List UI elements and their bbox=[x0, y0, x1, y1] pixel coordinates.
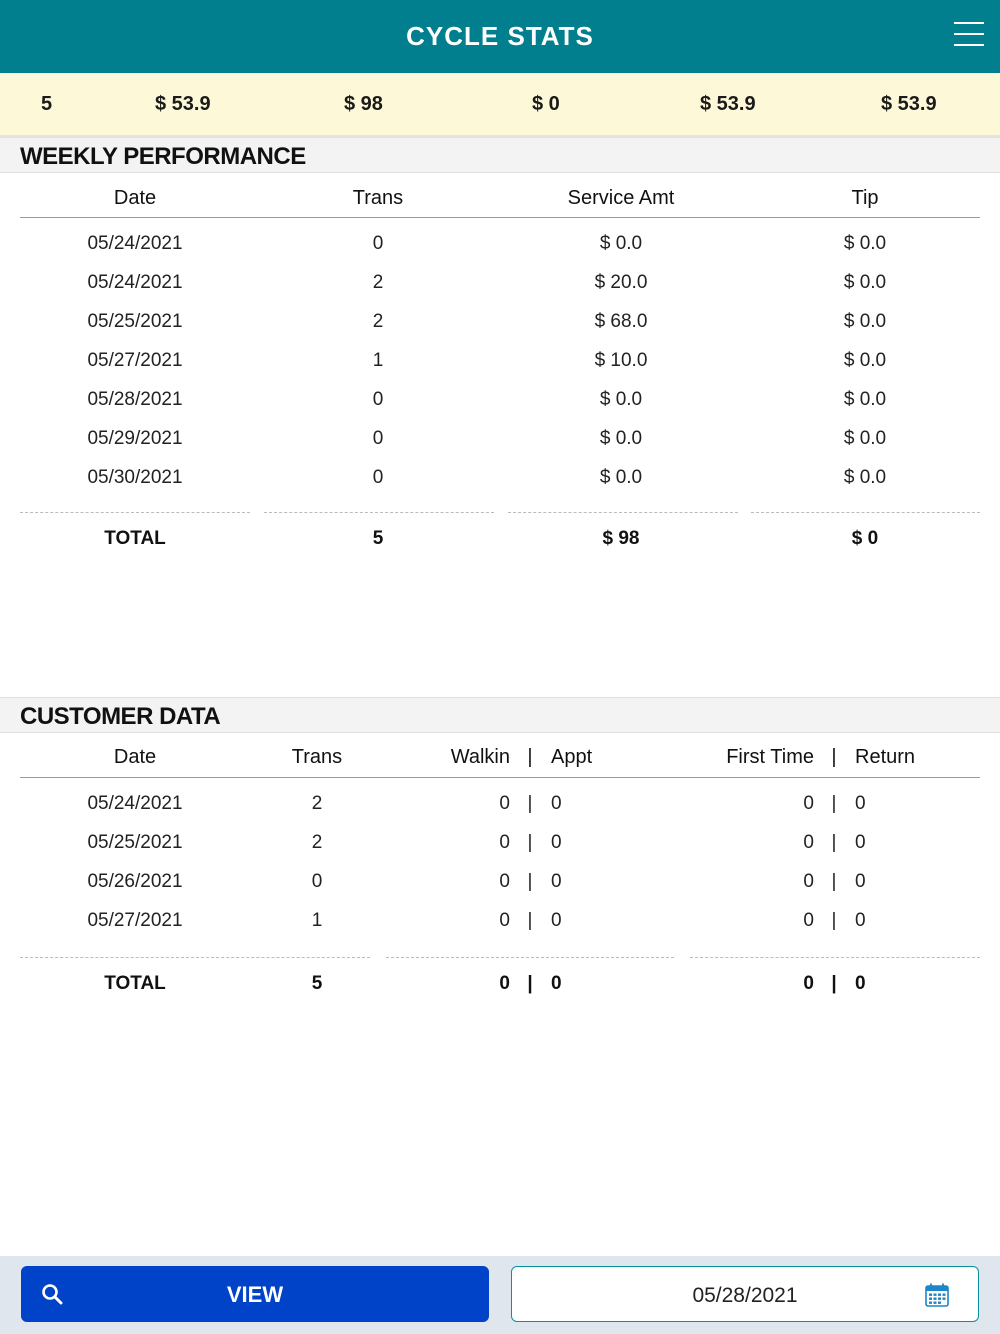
column-separator: | bbox=[527, 832, 533, 853]
bottom-toolbar bbox=[0, 1256, 1000, 1334]
cell-appt: 0 bbox=[551, 973, 562, 994]
cell-trans: 2 bbox=[372, 311, 384, 332]
cell-trans: 1 bbox=[311, 910, 323, 931]
summary-value-5: $ 53.9 bbox=[700, 93, 756, 115]
cell-trans: 2 bbox=[311, 832, 323, 853]
cell-appt: 0 bbox=[551, 832, 562, 853]
summary-transactions: 5 bbox=[41, 93, 53, 115]
column-separator: | bbox=[831, 910, 837, 931]
table-row bbox=[0, 389, 1000, 419]
cell-return: 0 bbox=[855, 832, 866, 853]
cell-date: 05/27/2021 bbox=[87, 350, 183, 371]
calendar-icon[interactable] bbox=[924, 1282, 950, 1308]
cell-tip: $ 0.0 bbox=[843, 389, 887, 410]
cell-trans: 2 bbox=[311, 793, 323, 814]
cell-tip: $ 0.0 bbox=[843, 311, 887, 332]
cell-date: 05/24/2021 bbox=[87, 272, 183, 293]
header-divider bbox=[20, 777, 980, 778]
column-separator: | bbox=[831, 871, 837, 892]
cell-tip: $ 0.0 bbox=[843, 233, 887, 254]
cell-date: 05/28/2021 bbox=[87, 389, 183, 410]
cell-date: 05/24/2021 bbox=[87, 793, 183, 814]
cell-date: 05/26/2021 bbox=[87, 871, 183, 892]
cell-trans: 5 bbox=[311, 973, 323, 994]
cell-date: 05/27/2021 bbox=[87, 910, 183, 931]
cell-first-time: 0 bbox=[803, 793, 814, 814]
total-divider bbox=[20, 957, 370, 958]
column-header-walkin: Walkin bbox=[450, 746, 510, 768]
view-button[interactable] bbox=[21, 1266, 489, 1322]
cell-date: TOTAL bbox=[104, 973, 166, 994]
column-separator: | bbox=[831, 793, 837, 814]
summary-value-6: $ 53.9 bbox=[881, 93, 937, 115]
column-separator: | bbox=[527, 746, 533, 768]
cell-return: 0 bbox=[855, 910, 866, 931]
cell-service-amt: $ 68.0 bbox=[594, 311, 648, 332]
cell-date: 05/24/2021 bbox=[87, 233, 183, 254]
column-header-service-amt: Service Amt bbox=[567, 187, 675, 209]
table-row bbox=[0, 467, 1000, 497]
cell-service-amt: $ 0.0 bbox=[599, 467, 643, 488]
cell-date: 05/30/2021 bbox=[87, 467, 183, 488]
table-row bbox=[0, 311, 1000, 341]
column-separator: | bbox=[831, 746, 837, 768]
cell-return: 0 bbox=[855, 793, 866, 814]
total-trans: 5 bbox=[372, 528, 384, 549]
cell-trans: 0 bbox=[372, 467, 384, 488]
cell-appt: 0 bbox=[551, 871, 562, 892]
column-header-date: Date bbox=[113, 746, 157, 768]
cell-date: 05/25/2021 bbox=[87, 311, 183, 332]
table-row bbox=[0, 871, 1000, 901]
total-divider bbox=[20, 512, 250, 513]
cell-appt: 0 bbox=[551, 793, 562, 814]
cell-service-amt: $ 10.0 bbox=[594, 350, 648, 371]
cell-service-amt: $ 20.0 bbox=[594, 272, 648, 293]
total-label: TOTAL bbox=[104, 528, 166, 549]
cell-service-amt: $ 0.0 bbox=[599, 233, 643, 254]
date-value: 05/28/2021 bbox=[692, 1284, 798, 1307]
column-header-trans: Trans bbox=[291, 746, 343, 768]
app-header bbox=[0, 0, 1000, 73]
total-service-amt: $ 98 bbox=[602, 528, 640, 549]
cell-walkin: 0 bbox=[499, 793, 510, 814]
cell-return: 0 bbox=[855, 973, 866, 994]
cell-tip: $ 0.0 bbox=[843, 350, 887, 371]
cell-appt: 0 bbox=[551, 910, 562, 931]
total-divider bbox=[751, 512, 980, 513]
summary-value-2: $ 53.9 bbox=[155, 93, 211, 115]
table-row bbox=[0, 428, 1000, 458]
cell-trans: 0 bbox=[372, 428, 384, 449]
column-header-first-time: First Time bbox=[726, 746, 814, 768]
summary-bar bbox=[0, 73, 1000, 137]
cell-trans: 2 bbox=[372, 272, 384, 293]
cell-trans: 0 bbox=[372, 233, 384, 254]
cell-return: 0 bbox=[855, 871, 866, 892]
column-header-appt: Appt bbox=[551, 746, 593, 768]
cell-walkin: 0 bbox=[499, 910, 510, 931]
customer-data-header bbox=[0, 697, 1000, 733]
column-separator: | bbox=[527, 910, 533, 931]
cell-trans: 1 bbox=[372, 350, 384, 371]
table-row bbox=[0, 793, 1000, 823]
summary-value-4: $ 0 bbox=[532, 93, 560, 115]
column-header-trans: Trans bbox=[352, 187, 404, 209]
cell-service-amt: $ 0.0 bbox=[599, 428, 643, 449]
cell-service-amt: $ 0.0 bbox=[599, 389, 643, 410]
cell-date: 05/29/2021 bbox=[87, 428, 183, 449]
cell-tip: $ 0.0 bbox=[843, 467, 887, 488]
view-button-label: VIEW bbox=[226, 1282, 284, 1307]
section-title: WEEKLY PERFORMANCE bbox=[20, 143, 306, 170]
total-row bbox=[0, 973, 1000, 1003]
cell-tip: $ 0.0 bbox=[843, 428, 887, 449]
cell-first-time: 0 bbox=[803, 910, 814, 931]
cell-walkin: 0 bbox=[499, 832, 510, 853]
column-header-return: Return bbox=[855, 746, 916, 768]
column-header-date: Date bbox=[113, 187, 157, 209]
menu-icon[interactable] bbox=[954, 22, 984, 48]
column-separator: | bbox=[831, 832, 837, 853]
cell-first-time: 0 bbox=[803, 871, 814, 892]
header-divider bbox=[20, 217, 980, 218]
cell-walkin: 0 bbox=[499, 871, 510, 892]
table-row bbox=[0, 350, 1000, 380]
cell-trans: 0 bbox=[311, 871, 323, 892]
total-divider bbox=[690, 957, 980, 958]
column-separator: | bbox=[831, 973, 837, 994]
cell-tip: $ 0.0 bbox=[843, 272, 887, 293]
total-divider bbox=[386, 957, 674, 958]
table-row bbox=[0, 233, 1000, 263]
total-divider bbox=[508, 512, 738, 513]
total-divider bbox=[264, 512, 494, 513]
table-row bbox=[0, 910, 1000, 940]
table-row bbox=[0, 272, 1000, 302]
page-title: CYCLE STATS bbox=[406, 21, 594, 51]
column-separator: | bbox=[527, 871, 533, 892]
weekly-performance-header bbox=[0, 137, 1000, 173]
total-tip: $ 0 bbox=[851, 528, 879, 549]
date-picker[interactable] bbox=[511, 1266, 979, 1322]
column-header-tip: Tip bbox=[851, 187, 879, 209]
cell-first-time: 0 bbox=[803, 832, 814, 853]
cell-date: 05/25/2021 bbox=[87, 832, 183, 853]
section-title: CUSTOMER DATA bbox=[20, 703, 221, 730]
table-row bbox=[0, 832, 1000, 862]
cell-walkin: 0 bbox=[499, 973, 510, 994]
cell-trans: 0 bbox=[372, 389, 384, 410]
total-row bbox=[0, 528, 1000, 558]
column-separator: | bbox=[527, 793, 533, 814]
cell-first-time: 0 bbox=[803, 973, 814, 994]
column-separator: | bbox=[527, 973, 533, 994]
summary-value-3: $ 98 bbox=[344, 93, 383, 115]
